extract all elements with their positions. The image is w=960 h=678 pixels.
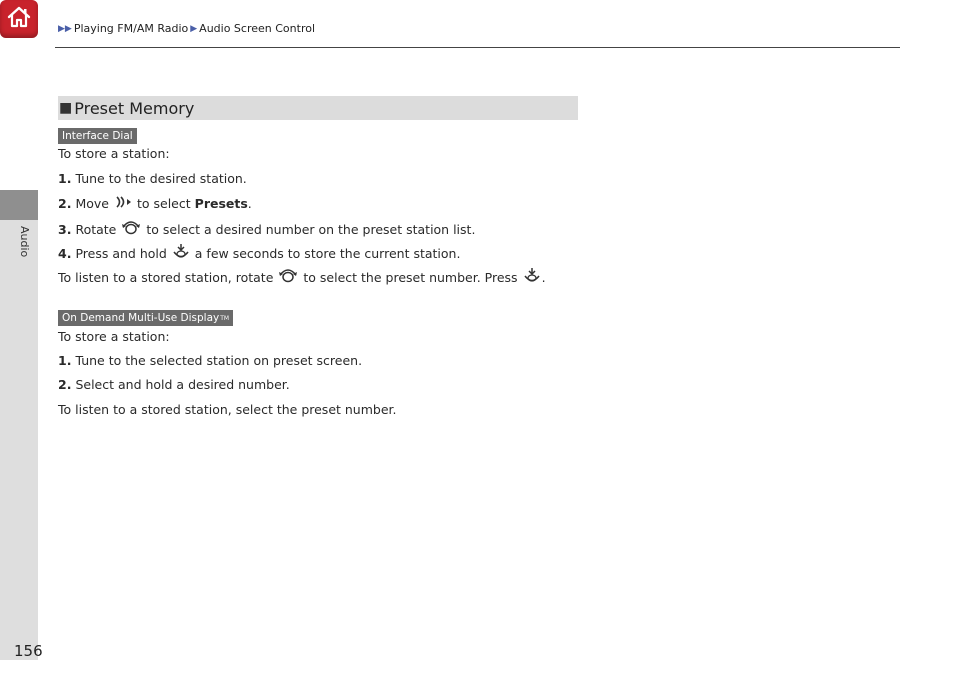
interface-dial-step-1 <box>58 171 247 186</box>
intro-text: To store a station: <box>58 329 170 344</box>
step-text: a few seconds to store the current station. <box>194 246 461 261</box>
on-demand-listen <box>58 402 397 417</box>
page-number: 156 <box>14 642 43 660</box>
interface-dial-step-3 <box>58 219 475 240</box>
step-text: Move <box>75 196 109 211</box>
step-text: to select a desired number on the preset station list. <box>146 222 476 237</box>
interface-dial-step-2 <box>58 195 252 212</box>
breadcrumb-arrow-icon: ▶ <box>190 23 198 34</box>
step-text: Tune to the desired station. <box>75 171 247 186</box>
dial-rotate-icon <box>278 267 298 288</box>
presets-label: Presets <box>194 196 248 211</box>
intro-text: To store a station: <box>58 146 170 161</box>
section-header <box>58 96 578 120</box>
sidebar-tab-audio[interactable]: Audio <box>18 226 31 258</box>
section-square-icon: ■ <box>59 100 73 116</box>
breadcrumb-item-audio-screen-control[interactable]: Audio Screen Control <box>199 22 316 35</box>
step-number: 1. <box>58 171 72 186</box>
listen-text: . <box>541 270 546 285</box>
step-text: Tune to the selected station on preset screen. <box>75 353 363 368</box>
home-button[interactable] <box>0 0 38 38</box>
step-text: Select and hold a desired number. <box>75 377 290 392</box>
listen-text: To listen to a stored station, select the preset number. <box>58 402 397 417</box>
home-icon <box>6 5 32 33</box>
on-demand-tag-label: On Demand Multi-Use Display <box>62 312 220 324</box>
step-text: Press and hold <box>75 246 167 261</box>
dial-press-icon <box>172 243 190 264</box>
on-demand-display-tag <box>58 310 233 326</box>
dial-rotate-icon <box>121 219 141 240</box>
interface-dial-step-4 <box>58 243 460 264</box>
sidebar-marker <box>0 190 38 220</box>
section-title: Preset Memory <box>74 98 195 118</box>
listen-text: To listen to a stored station, rotate <box>58 270 274 285</box>
breadcrumb-arrow-icon: ▶▶ <box>58 23 72 34</box>
interface-dial-intro <box>58 146 170 161</box>
listen-text: to select the preset number. Press <box>303 270 518 285</box>
on-demand-step-1 <box>58 353 362 368</box>
header-divider <box>55 47 900 48</box>
dial-move-right-icon <box>114 195 132 212</box>
interface-dial-tag-label: Interface Dial <box>62 130 133 142</box>
step-number: 2. <box>58 377 72 392</box>
breadcrumb-item-fm-am-radio[interactable]: Playing FM/AM Radio <box>73 22 189 35</box>
step-number: 1. <box>58 353 72 368</box>
step-text: to select <box>136 196 191 211</box>
step-number: 4. <box>58 246 72 261</box>
interface-dial-tag <box>58 128 137 144</box>
step-text: Rotate <box>75 222 117 237</box>
step-number: 3. <box>58 222 72 237</box>
step-number: 2. <box>58 196 72 211</box>
sidebar <box>0 0 38 678</box>
interface-dial-listen <box>58 267 546 288</box>
step-text: . <box>247 196 252 211</box>
on-demand-intro <box>58 329 170 344</box>
dial-press-icon <box>523 267 541 288</box>
on-demand-step-2 <box>58 377 290 392</box>
trademark-mark: TM <box>220 314 230 322</box>
breadcrumb <box>58 22 315 35</box>
